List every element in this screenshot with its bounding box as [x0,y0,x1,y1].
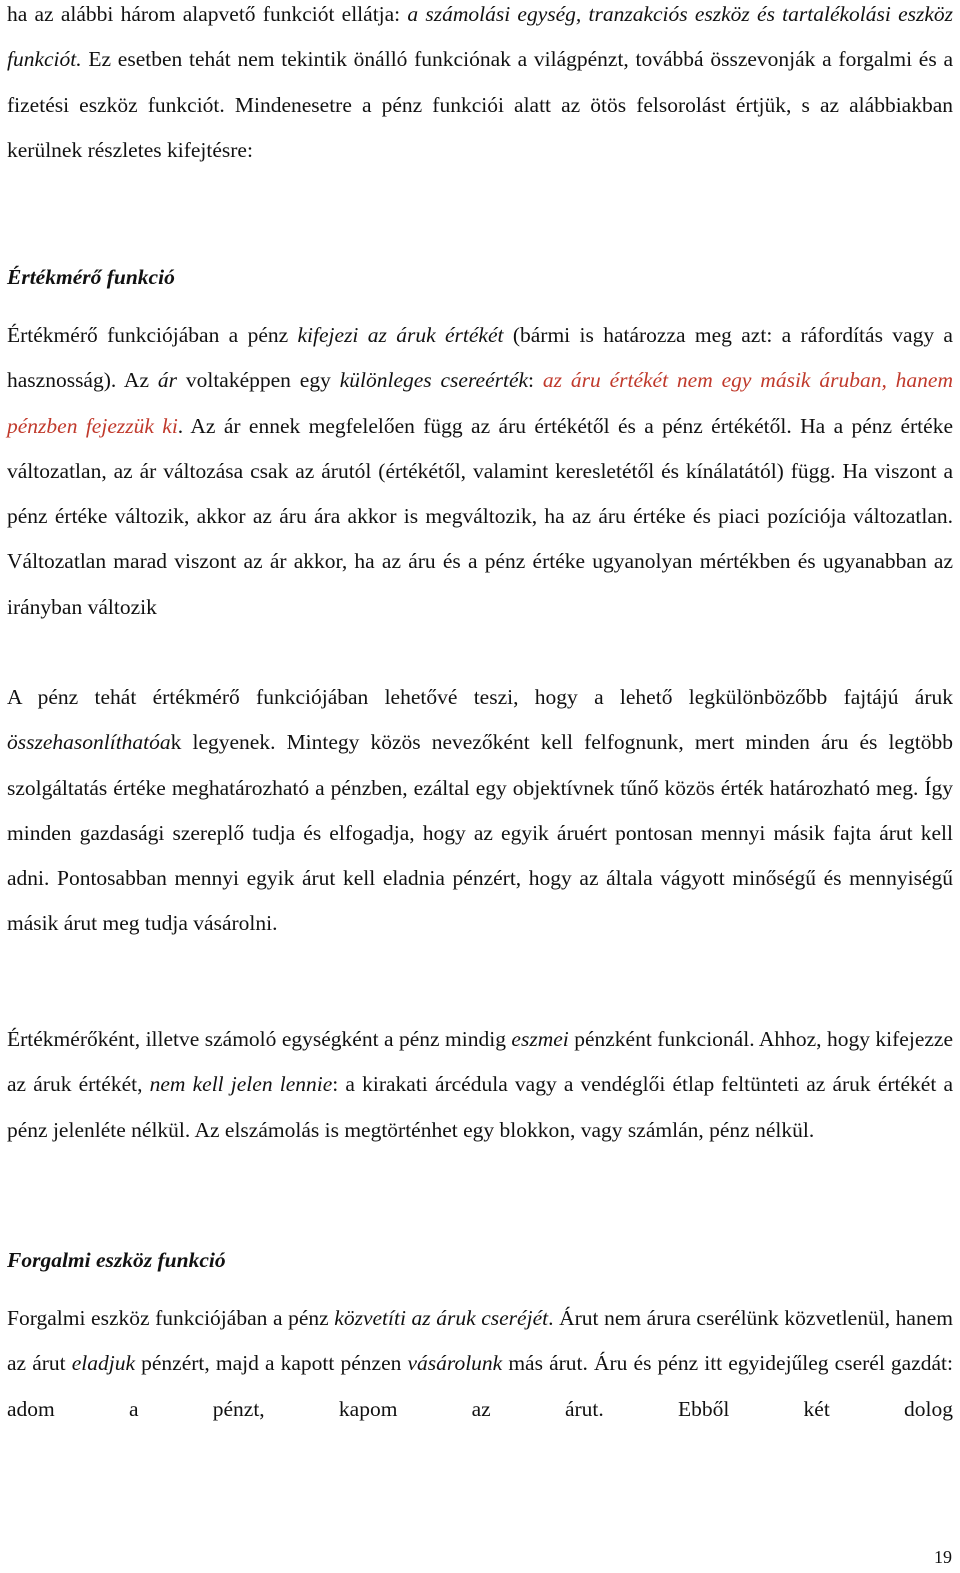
paragraph-intro [7,0,953,173]
text-run-italic: összehasonlíthatóa [7,730,171,755]
paragraph-osszehasonlithato [7,675,953,947]
text-run: k legyenek. Mintegy közös nevezőként kell felfognunk, mert minden áru és legtöbb szolgáltatás értéke meghatározható a pénzben, ezáltal egy objektívnek tűnő közös érték határozható meg. Így minden gazdasági szereplő tudja és elfogadja, hogy az egyik áruért pontosan mennyi másik fajta árut kell adni. Pontosabban mennyi egyik árut kell eladnia pénzért, hogy az általa vágyott minőségű és mennyiségű másik árut meg tudja vásárolni. [7,730,953,936]
text-run: pénzért, majd a kapott pénzen [135,1351,408,1376]
section-heading-ertekmero: Értékmérő funkció [7,265,175,289]
text-run-italic: vásárolunk [407,1351,503,1376]
text-run-italic: ár [157,368,177,393]
section-heading-forgalmi: Forgalmi eszköz funkció [7,1248,226,1272]
text-run-italic-red: az áru értékét nem egy másik áruban, hanem pénzben fejezzük ki [7,368,953,438]
text-run: A pénz tehát értékmérő funkciójában lehetővé teszi, hogy a lehető legkülönbözőbb fajtájú áruk [7,685,953,709]
text-run-italic: a számolási egység, tranzakciós eszköz és tartalékolási eszköz funkciót. [7,2,954,72]
text-run-italic: eladjuk [71,1351,136,1376]
text-run: . Az ár ennek megfelelően függ az áru értékétől és a pénz értékétől. Ha a pénz értéke változatlan, az ár változása csak az árutól (értékétől, valamint keresletétől és kínálatától) függ. Ha viszont a pénz értéke változik, akkor az áru ára akkor is megváltozik, ha az áru értéke és piaci pozíciója változatlan. Változatlan marad viszont az ár akkor, ha az áru és a pénz értéke ugyanolyan mértékben és ugyanabban az irányban változik [7,413,953,619]
paragraph-forgalmi [7,1296,953,1432]
text-run: voltaképpen egy [177,368,340,393]
paragraph-eszmei-penz [7,1017,953,1153]
text-run-italic: közvetíti az áruk cseréjét [334,1306,549,1330]
page-number: 19 [934,1547,952,1567]
text-run: Forgalmi eszköz funkciójában a pénz [7,1306,335,1330]
text-run-italic: nem kell jelen lennie [149,1072,333,1097]
text-run: : a kirakati árcédula vagy a vendéglői étlap feltünteti az áruk értékét a pénz jelenléte nélkül. Az elszámolás is megtörténhet egy blokkon, vagy számlán, pénz nélkül. [7,1072,954,1142]
paragraph-ertekmero [7,313,953,630]
text-run: Értékmérőként, illetve számoló egységként a pénz mindig [7,1027,512,1051]
text-run: ha az alábbi három alapvető funkciót ellátja: [7,2,408,26]
text-run: Értékmérő funkciójában a pénz [7,323,298,347]
text-run: . Árut nem árura cserélünk közvetlenül, hanem az árut [7,1306,953,1376]
text-run-italic: eszmei [511,1027,569,1051]
text-run-italic: kifejezi az áruk értékét [297,323,504,347]
text-run: Ez esetben tehát nem tekintik önálló funkciónak a világpénzt, továbbá összevonják a forgalmi és a fizetési eszköz funkciót. Mindenesetre a pénz funkciói alatt az ötös felsorolást értjük, s az alábbiakban kerülnek részletes kifejtésre: [7,47,953,162]
text-run: pénzként funkcionál. Ahhoz, hogy kifejezze az áruk értékét, [7,1027,953,1097]
text-run: (bármi is határozza meg azt: a ráfordítás vagy a hasznosság). Az [7,323,953,393]
text-run: más árut. Áru és pénz itt egyidejűleg cserél gazdát: adom a pénzt, kapom az árut. Ebből két dolog [7,1351,953,1421]
text-run-italic: különleges csereérték [339,368,529,393]
text-run: : [528,368,543,393]
